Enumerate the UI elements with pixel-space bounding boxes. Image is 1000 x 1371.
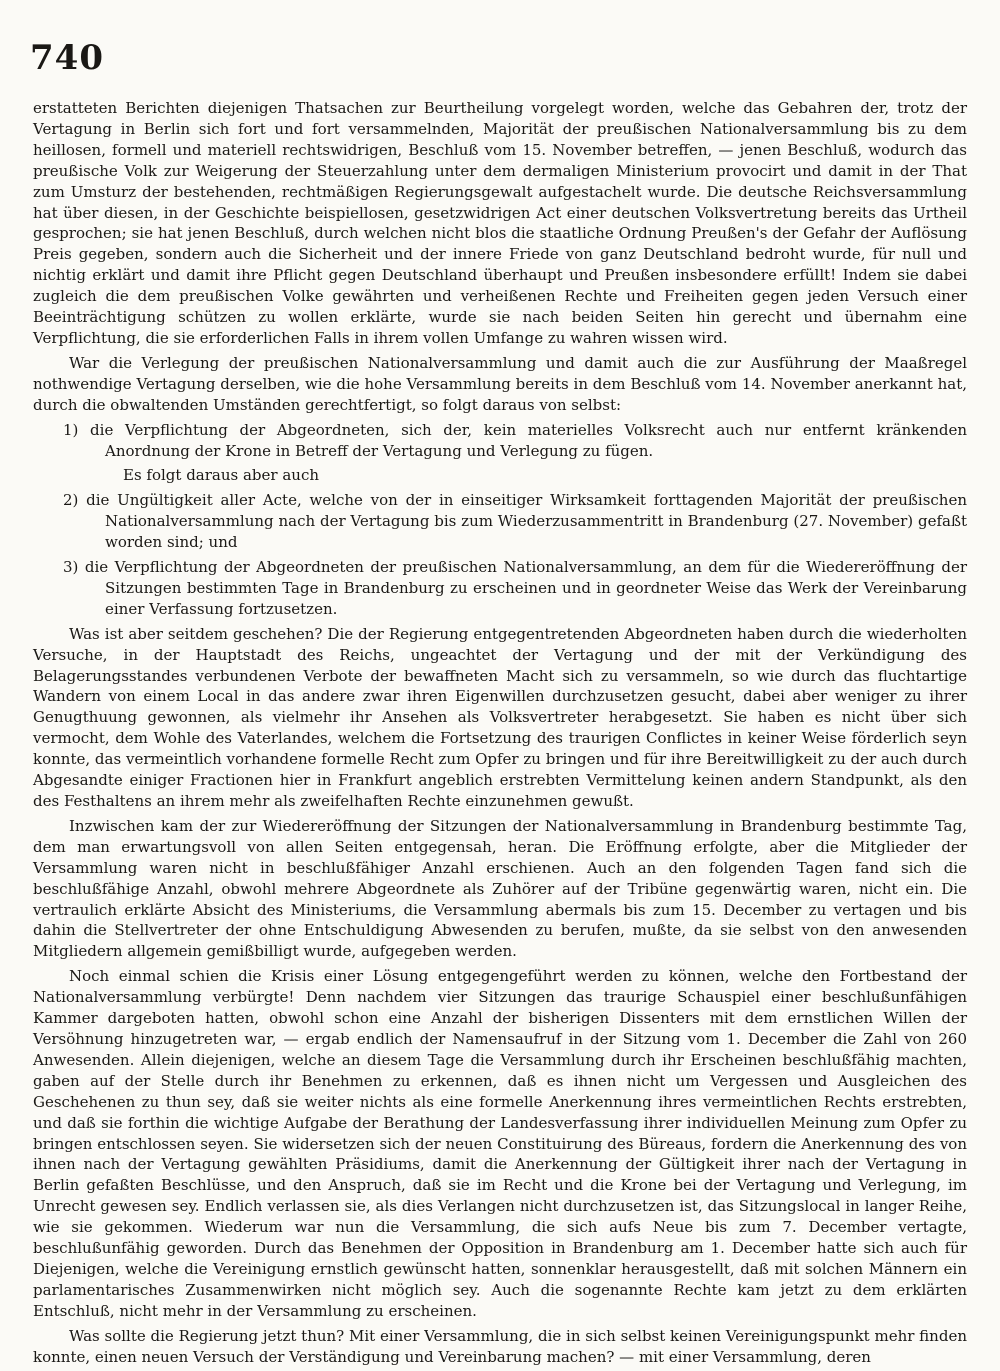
- list-item-2: 2) die Ungültigkeit aller Acte, welche von der in einseitiger Wirksamkeit forttagenden Majorität der preußischen Nationalversammlung nach der Vertagung bis zum Wiederzusammentritt in Brandenburg (27. November) gefaßt worden sind; und: [63, 491, 967, 552]
- body-text: [33, 98, 967, 1371]
- paragraph-4: Inzwischen kam der zur Wiedereröffnung der Sitzungen der Nationalversammlung in Brandenburg bestimmte Tag, dem man erwartungsvoll von allen Seiten entgegensah, heran. Die Eröffnung erfolgte, aber die Mitglieder der Versammlung waren nicht in beschlußfähiger Anzahl erschienen. Auch an den folgenden Tagen fand sich die beschlußfähige Anzahl, obwohl mehrere Abgeordnete als Zuhörer auf der Tribüne gegenwärtig waren, nicht ein. Die vertraulich erklärte Absicht des Ministeriums, die Versammlung abermals bis zum 15. December zu vertagen und bis dahin die Stellvertreter der ohne Entschuldigung Abwesenden zu berufen, mußte, da sie selbst von den anwesenden Mitgliedern allgemein gemißbilligt wurde, aufgegeben werden.: [33, 816, 967, 961]
- list-interjection: Es folgt daraus aber auch: [123, 466, 320, 485]
- paragraph-5: Noch einmal schien die Krisis einer Lösung entgegengeführt werden zu können, welche den Fortbestand der Nationalversammlung verbürgte! Denn nachdem vier Sitzungen das traurige Schauspiel einer beschlußunfähigen Kammer dargeboten hatten, obwohl schon eine Anzahl der bisherigen Dissenters mit dem ernstlichen Willen der Versöhnung hinzugetreten war, — ergab endlich der Namensaufruf in der Sitzung vom 1. December die Zahl von 260 Anwesenden. Allein diejenigen, welche an diesem Tage die Versammlung durch ihr Erscheinen beschlußfähig machten, gaben auf der Stelle durch ihr Benehmen zu erkennen, daß es ihnen nicht um Vergessen und Ausgleichen des Geschehenen zu thun sey, daß sie weiter nichts als eine formelle Anerkennung ihres vermeintlichen Rechts erstrebten, und daß sie forthin die wichtige Aufgabe der Berathung der Landesverfassung ihrer individuellen Meinung zum Opfer zu bringen entschlossen seyen. Sie widersetzen sich der neuen Constituirung des Büreaus, fordern die Anerkennung des von ihnen nach der Vertagung gewählten Präsidiums, damit die Anerkennung der Gültigkeit ihrer nach der Vertagung in Berlin gefaßten Beschlüsse, und den Anspruch, daß sie im Recht und die Krone bei der Vertagung und Verlegung, im Unrecht gewesen sey. Endlich verlassen sie, als dies Verlangen nicht durchzusetzen ist, das Sitzungslocal in langer Reihe, wie sie gekommen. Wiederum war nun die Versammlung, die sich aufs Neue bis zum 7. December vertagte, beschlußunfähig geworden. Durch das Benehmen der Opposition in Brandenburg am 1. December hatte sich auch für Diejenigen, welche die Vereinigung ernstlich gewünscht hatten, sonnenklar herausgestellt, daß mit solchen Männern ein parlamentarisches Zusammenwirken nicht möglich sey. Auch die sogenannte Rechte kam jetzt zu dem erklärten Entschluß, nicht mehr in der Versammlung zu erscheinen.: [33, 967, 967, 1320]
- list-item-3: 3) die Verpflichtung der Abgeordneten der preußischen Nationalversammlung, an dem für die Wiedereröffnung der Sitzungen bestimmten Tage in Brandenburg zu erscheinen und in geordneter Weise das Werk der Vereinbarung einer Verfassung fortzusetzen.: [63, 558, 967, 618]
- paragraph-3: Was ist aber seitdem geschehen? Die der Regierung entgegentretenden Abgeordneten haben durch die wiederholten Versuche, in der Hauptstadt des Reichs, ungeachtet der Vertagung und der mit der Verkündigung des Belagerungsstandes verbundenen Verbote der bewaffneten Macht sich zu versammeln, so wie durch das fluchtartige Wandern von einem Local in das andere zwar ihren Eigenwillen durchzusetzen gesucht, dabei aber weniger zu ihrer Genugthuung gewonnen, als vielmehr ihr Ansehen als Volksvertreter herabgesetzt. Sie haben es nicht über sich vermocht, dem Wohle des Vaterlandes, welchem die Fortsetzung des traurigen Conflictes in keiner Weise förderlich seyn konnte, das vermeintlich vorhandene formelle Recht zum Opfer zu bringen und für ihre Bereitwilligkeit zu der auch durch Abgesandte einiger Fractionen hier in Frankfurt angeblich erstrebten Vermittelung keinen andern Standpunkt, als den des Festhaltens an ihrem mehr als zweifelhaften Rechte einzunehmen gewußt.: [33, 624, 967, 810]
- paragraph-2: War die Verlegung der preußischen Nationalversammlung und damit auch die zur Ausführung der Maaßregel nothwendige Vertagung derselben, wie die hohe Versammlung bereits in dem Beschluß vom 14. November anerkannt hat, durch die obwaltenden Umständen gerechtfertigt, so folgt daraus von selbst:: [33, 353, 967, 414]
- list-item-1: 1) die Verpflichtung der Abgeordneten, sich der, kein materielles Volksrecht auch nur entfernt kränkenden Anordnung der Krone in Betreff der Vertagung und Verlegung zu fügen.: [63, 420, 967, 460]
- paragraph-1: erstatteten Berichten diejenigen Thatsachen zur Beurtheilung vorgelegt worden, welche das Gebahren der, trotz der Vertagung in Berlin sich fort und fort versammelnden, Majorität der preußischen Nationalversammlung bis zu dem heillosen, formell und materiell rechtswidrigen, Beschluß vom 15. November betreffen, — jenen Beschluß, wodurch das preußische Volk zur Weigerung der Steuerzahlung unter dem dermaligen Ministerium provocirt und damit in der That zum Umsturz der bestehenden, rechtmäßigen Regierungsgewalt aufgestachelt wurde. Die deutsche Reichsversammlung hat über diesen, in der Geschichte beispiellosen, gesetzwidrigen Act einer deutschen Volksvertretung bereits das Urtheil gesprochen; sie hat jenen Beschluß, durch welchen nicht blos die staatliche Ordnung Preußen's der Gefahr der Auflösung Preis gegeben, sondern auch die Sicherheit und der innere Friede von ganz Deutschland bedroht wurde, für null und nichtig erklärt und damit ihre Pflicht gegen Deutschland überhaupt und Preußen insbesondere erfüllt! Indem sie dabei zugleich die dem preußischen Volke gewährten und verheißenen Rechte und Freiheiten gegen jeden Versuch einer Beeinträchtigung schützen zu wollen erklärte, wurde sie nach beiden Seiten hin gerecht und übernahm eine Verpflichtung, die sie erforderlichen Falls in ihrem vollen Umfange zu wahren wissen wird.: [33, 99, 967, 347]
- page-number: 740: [30, 38, 104, 78]
- paragraph-6: Was sollte die Regierung jetzt thun? Mit einer Versammlung, die in sich selbst keinen Vereinigungspunkt mehr finden konnte, einen neuen Versuch der Verständigung und Vereinbarung machen? — mit einer Versammlung, deren: [33, 1326, 967, 1366]
